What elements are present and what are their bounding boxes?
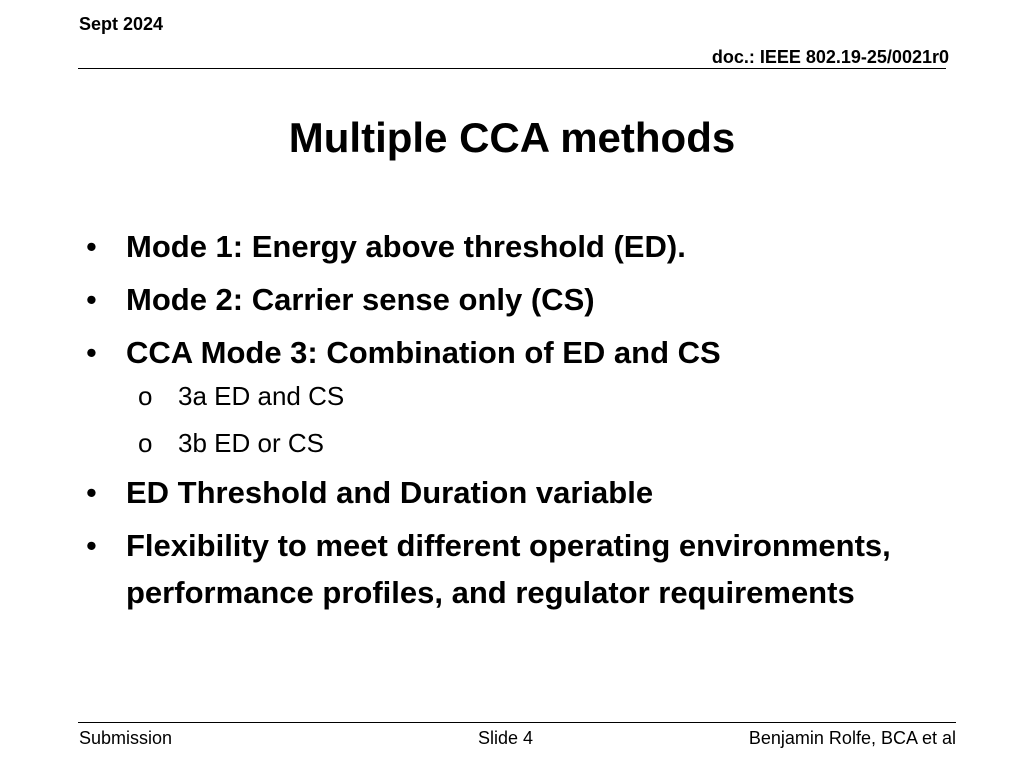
bullet-dot-icon: • xyxy=(86,229,97,264)
sub-bullet-circle-icon: o xyxy=(138,428,153,458)
footer-slide-number: Slide 4 xyxy=(478,728,534,748)
bullet-dot-icon: • xyxy=(86,282,97,317)
sub-bullet-text: 3a ED and CS xyxy=(178,381,345,411)
footer-author: Benjamin Rolfe, BCA et al xyxy=(748,728,956,748)
footer-divider xyxy=(78,722,956,723)
bullet-item xyxy=(0,223,926,270)
header-doc-id: doc.: IEEE 802.19-25/0021r0 xyxy=(711,47,949,67)
bullet-text: ED Threshold and Duration variable xyxy=(126,475,654,510)
header-divider xyxy=(78,68,946,69)
bullet-dot-icon: • xyxy=(86,335,97,370)
bullet-text: Flexibility to meet different operating environments, performance profiles, and regulator requirements xyxy=(126,528,891,610)
sub-bullet-circle-icon: o xyxy=(138,381,153,411)
bullet-dot-icon: • xyxy=(86,528,97,563)
slide-title: Multiple CCA methods xyxy=(288,114,736,161)
sub-bullet-item xyxy=(0,376,1024,416)
bullet-dot-icon: • xyxy=(86,475,97,510)
bullet-item xyxy=(0,469,926,516)
sub-bullet-item xyxy=(0,423,1024,463)
bullet-text: Mode 2: Carrier sense only (CS) xyxy=(126,282,595,317)
footer-submission: Submission xyxy=(79,728,173,748)
bullet-text: Mode 1: Energy above threshold (ED). xyxy=(126,229,686,264)
bullet-text: CCA Mode 3: Combination of ED and CS xyxy=(126,335,721,370)
bullet-item xyxy=(0,276,926,323)
bullet-item xyxy=(0,329,926,376)
sub-bullet-text: 3b ED or CS xyxy=(178,428,324,458)
header-date: Sept 2024 xyxy=(79,14,164,34)
bullet-list xyxy=(0,223,1024,622)
bullet-item xyxy=(0,522,926,616)
